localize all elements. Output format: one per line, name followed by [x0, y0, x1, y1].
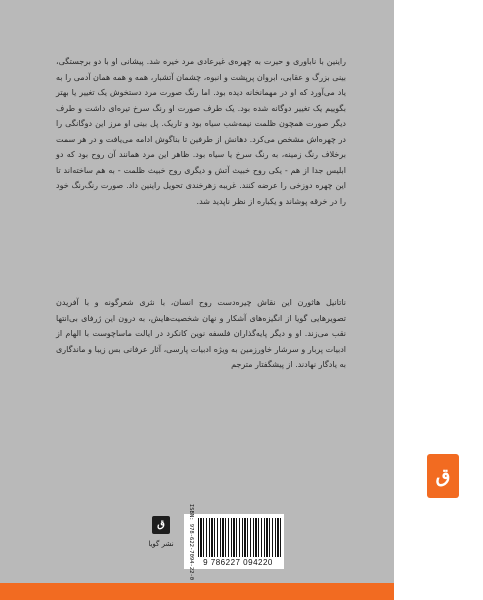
- spine-strip: [394, 0, 483, 600]
- barcode-number: 9 786227 094220: [203, 558, 273, 567]
- publisher-logo-small-glyph: ق: [157, 519, 165, 530]
- barcode-bars: [198, 518, 282, 557]
- orange-bottom-band: [0, 583, 394, 600]
- barcode-box: [184, 503, 284, 580]
- publisher-logo-side: [427, 454, 459, 498]
- publisher-name: نشر گویا: [148, 540, 174, 548]
- blurb-paragraph-2: ناتانیل هاثورن این نقاش چیره‌دست روح انسان، با نثری شعرگونه و با آفریدن تصویرهایی گویا از انگیزه‌های آشکار و نهان شخصیت‌هایش، به درون این ژرفای بی‌انتها نقب می‌زند. او و دیگر پایه‌گذاران فلسفه نوین کانکرد در ایالت ماساچوست با الهام از ادبیات پربار و سرشار خاورزمین به ویژه ادبیات پارسی، آثار عرفانی بس زیبا و ماندگاری به یادگار نهادند. از پیشگفتار مترجم: [56, 298, 346, 369]
- publisher-logo-glyph: ق: [435, 464, 451, 487]
- blurb-paragraph-1: راینین با ناباوری و حیرت به چهره‌ی غیرعادی مرد خیره شد. پیشانی او با دو برجستگی، بینی بزرگ و عقابی، ابروان پرپشت و انبوه، چشمان آتشبار، همه و همه همان آدمی را به یاد می‌آورد که او در مهمانخانه دیده بود. اما رنگ صورت مرد دستخوش یک تغییر یا بهتر بگوییم یک تغییر دوگانه شده بود. یک طرف صورت او رنگ سرخ تیره‌ای داشت و طرف دیگر صورت همچون ظلمت نیمه‌شب سیاه بود و تاریک. پل بینی او مرز این دوگانگی را در چهره‌اش مشخص می‌کرد. دهانش از طرفین تا بناگوش ادامه می‌یافت و در هر سمت برخلاف رنگ زمینه، به رنگ سرخ یا سیاه بود. ظاهر این مرد همانند آن روح بود که دو ابلیس جدا از هم - یکی روح خبیث آتش و دیگری روح خبیث ظلمت - به هم ساخته‌اند تا این چهره دوزخی را عرضه کنند. غریبه زهرخندی تحویل راینین داد. صورت رنگ‌رنگ خود را در خرقه پوشاند و یکباره از نظر ناپدید شد.: [56, 57, 346, 206]
- publisher-logo-small: [152, 516, 170, 534]
- isbn-label: ISBN: 978-622-7094-22-0: [188, 503, 194, 580]
